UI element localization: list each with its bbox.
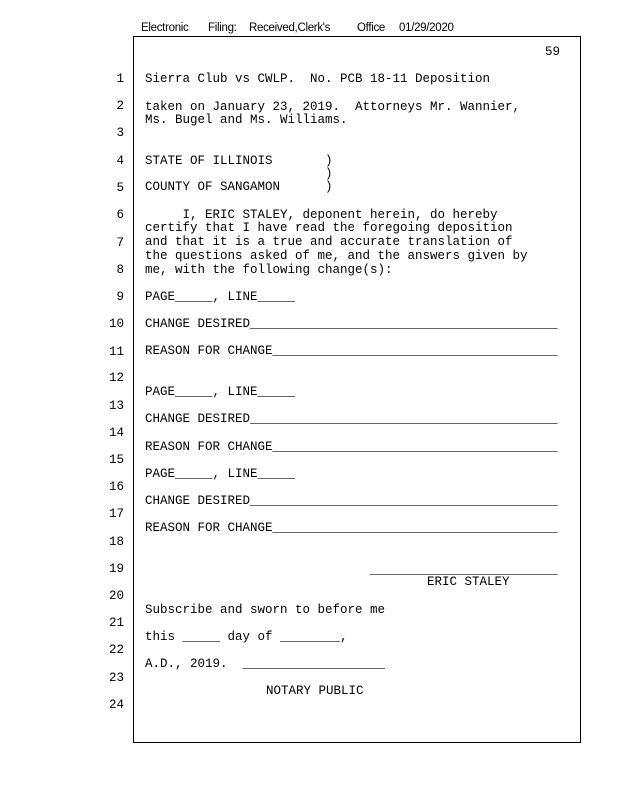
signer-name: ERIC STALEY: [427, 575, 510, 589]
line-number: 16: [108, 480, 124, 494]
line-number: 18: [108, 535, 124, 549]
line-number: 3: [116, 126, 124, 140]
venue-paren: ): [145, 167, 333, 181]
stamp-date: 01/29/2020: [399, 22, 454, 34]
stamp-office: Office: [357, 22, 386, 34]
line-number: 17: [108, 507, 124, 521]
stamp-electronic: Electronic: [141, 22, 189, 34]
venue-county: COUNTY OF SANGAMON ): [145, 180, 333, 194]
page-line-field: PAGE_____, LINE_____: [145, 385, 296, 399]
line-number: 2: [116, 99, 124, 113]
day-of-field: this _____ day of ________,: [145, 630, 348, 644]
electronic-filing-stamp: [141, 22, 454, 36]
line-number: 8: [116, 263, 124, 277]
change-desired-field: CHANGE DESIRED_________________________________________: [145, 317, 558, 331]
page-line-field: PAGE_____, LINE_____: [145, 467, 296, 481]
line-number: 11: [108, 345, 124, 359]
venue-state: STATE OF ILLINOIS ): [145, 154, 333, 168]
certification-line: me, with the following change(s):: [145, 263, 393, 277]
line-number: 14: [108, 426, 124, 440]
page-number: 59: [545, 45, 561, 59]
line-number: 12: [108, 371, 124, 385]
line-number: 4: [116, 154, 124, 168]
line-number: 15: [108, 453, 124, 467]
line-number: 10: [108, 317, 124, 331]
line-number: 22: [108, 643, 124, 657]
reason-for-change-field: REASON FOR CHANGE______________________________________: [145, 521, 558, 535]
certification-line: certify that I have read the foregoing deposition: [145, 221, 513, 235]
change-desired-field: CHANGE DESIRED_________________________________________: [145, 412, 558, 426]
reason-for-change-field: REASON FOR CHANGE______________________________________: [145, 440, 558, 454]
ad-year-field: A.D., 2019. ___________________: [145, 657, 386, 671]
caption-line-3: Ms. Bugel and Ms. Williams.: [145, 113, 348, 127]
line-number: 9: [116, 290, 124, 304]
caption-line-2: taken on January 23, 2019. Attorneys Mr. Wannier,: [145, 100, 521, 114]
line-number: 5: [116, 181, 124, 195]
certification-line: I, ERIC STALEY, deponent herein, do hereby: [145, 208, 498, 222]
line-number: 1: [116, 72, 124, 86]
line-number: 6: [116, 208, 124, 222]
page-line-field: PAGE_____, LINE_____: [145, 290, 296, 304]
stamp-received: Received,Clerk's: [249, 22, 331, 34]
line-number: 23: [108, 671, 124, 685]
line-number: 24: [108, 698, 124, 712]
line-number: 7: [116, 236, 124, 250]
reason-for-change-field: REASON FOR CHANGE______________________________________: [145, 344, 558, 358]
line-number: 13: [108, 399, 124, 413]
stamp-filing: Filing:: [208, 22, 237, 34]
change-desired-field: CHANGE DESIRED_________________________________________: [145, 494, 558, 508]
line-number: 21: [108, 616, 124, 630]
certification-line: the questions asked of me, and the answers given by: [145, 249, 528, 263]
line-number: 19: [108, 562, 124, 576]
caption-line-1: Sierra Club vs CWLP. No. PCB 18-11 Deposition: [145, 72, 491, 86]
signature-line: _________________________: [370, 563, 558, 577]
subscribe-sworn: Subscribe and sworn to before me: [145, 603, 386, 617]
notary-public: NOTARY PUBLIC: [266, 684, 364, 698]
certification-line: and that it is a true and accurate translation of: [145, 235, 513, 249]
line-number: 20: [108, 589, 124, 603]
